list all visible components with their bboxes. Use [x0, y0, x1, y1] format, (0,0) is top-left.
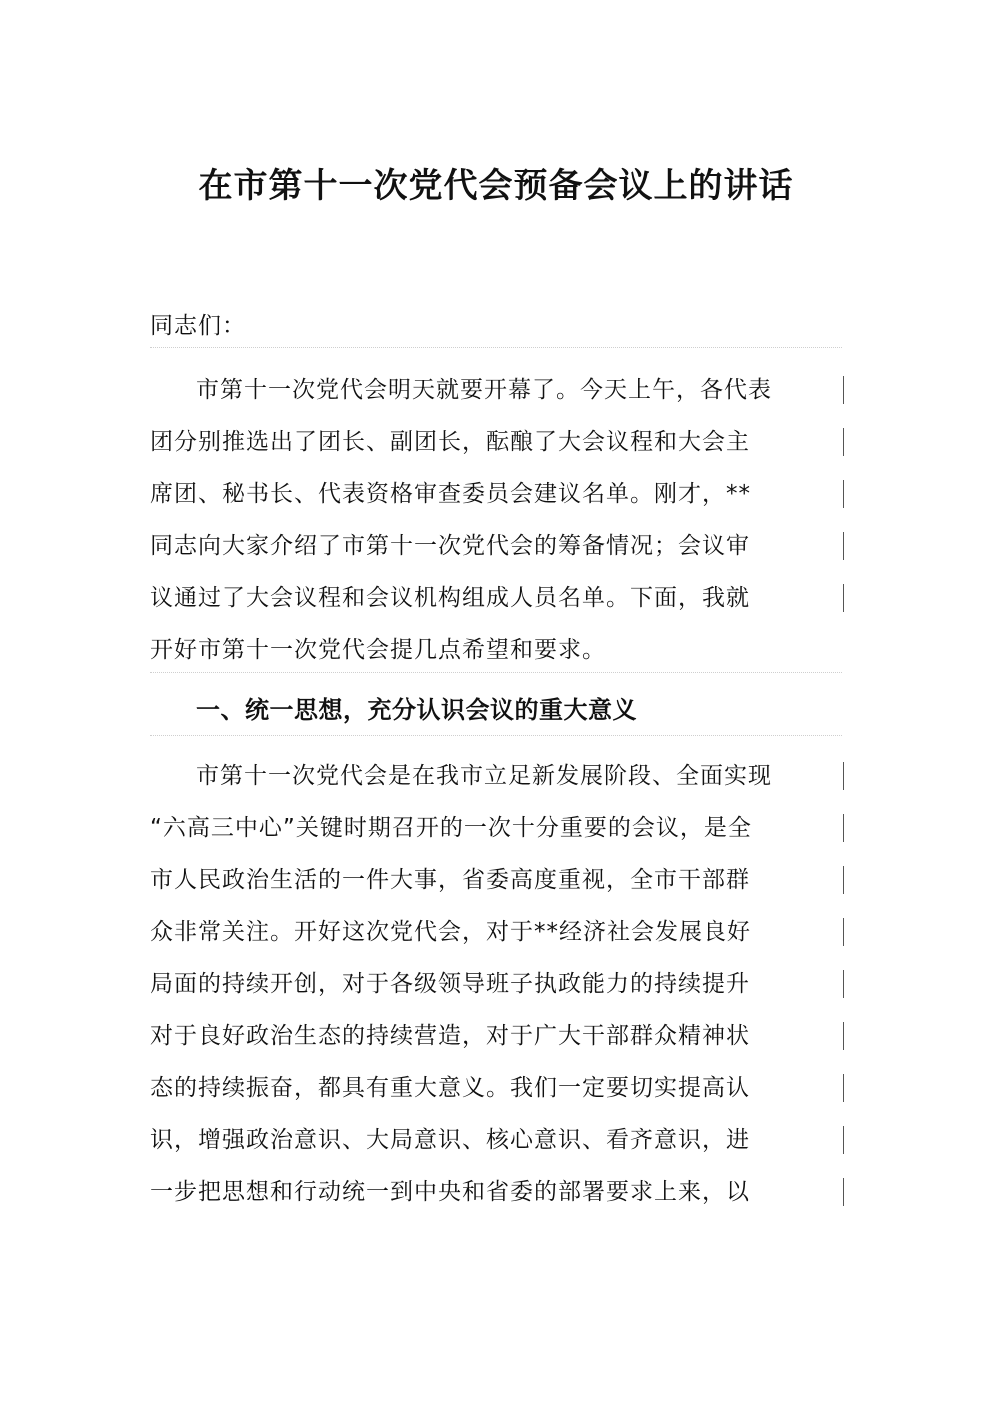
paragraph-line: 开好市第十一次党代会提几点希望和要求。 [150, 637, 606, 663]
paragraph-line: 众非常关注。开好这次党代会，对于**经济社会发展良好 [150, 906, 842, 958]
separator-dotted [150, 735, 842, 736]
paragraph-1 [150, 364, 842, 676]
paragraph-line: 同志向大家介绍了市第十一次党代会的筹备情况；会议审 [150, 520, 842, 572]
paragraph-line: 席团、秘书长、代表资格审查委员会建议名单。刚才，** [150, 468, 842, 520]
paragraph-line: 态的持续振奋，都具有重大意义。我们一定要切实提高认 [150, 1062, 842, 1114]
section-heading: 一、统一思想，充分认识会议的重大意义 [196, 696, 637, 724]
paragraph-line: 团分别推选出了团长、副团长，酝酿了大会议程和大会主 [150, 416, 842, 468]
separator-dotted [150, 672, 842, 673]
paragraph-line: 一步把思想和行动统一到中央和省委的部署要求上来，以 [150, 1166, 842, 1218]
paragraph-line: 局面的持续开创，对于各级领导班子执政能力的持续提升 [150, 958, 842, 1010]
salutation: 同志们： [150, 313, 246, 339]
paragraph-line: 市第十一次党代会明天就要开幕了。今天上午，各代表 [150, 364, 842, 416]
paragraph-line: 识，增强政治意识、大局意识、核心意识、看齐意识，进 [150, 1114, 842, 1166]
paragraph-line: 对于良好政治生态的持续营造，对于广大干部群众精神状 [150, 1010, 842, 1062]
paragraph-line: 市第十一次党代会是在我市立足新发展阶段、全面实现 [150, 750, 842, 802]
document-title: 在市第十一次党代会预备会议上的讲话 [198, 166, 794, 206]
paragraph-line: “六高三中心”关键时期召开的一次十分重要的会议，是全 [150, 802, 842, 854]
paragraph-line: 市人民政治生活的一件大事，省委高度重视，全市干部群 [150, 854, 842, 906]
paragraph-line: 议通过了大会议程和会议机构组成人员名单。下面，我就 [150, 572, 842, 624]
separator-dotted [150, 347, 842, 348]
paragraph-2 [150, 750, 842, 1218]
